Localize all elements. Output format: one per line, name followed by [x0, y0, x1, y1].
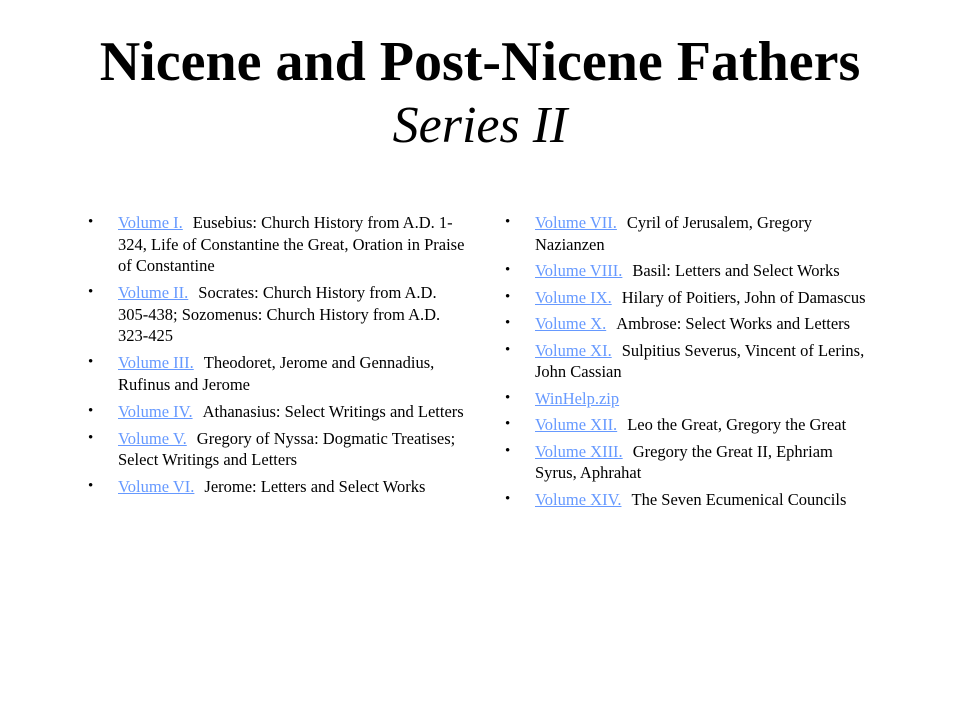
volume-description: The Seven Ecumenical Councils [631, 489, 847, 509]
list-item [505, 260, 875, 282]
volume-link[interactable]: Volume XIV. [535, 489, 622, 509]
volume-link[interactable]: Volume XIII. [535, 441, 623, 461]
right-volume-list [505, 212, 875, 515]
list-item [505, 441, 875, 484]
volume-description: Leo the Great, Gregory the Great [627, 415, 847, 434]
volume-link[interactable]: Volume VIII. [535, 261, 623, 280]
volume-link[interactable]: Volume XII. [535, 415, 618, 434]
volume-description: Gregory of Nyssa: Dogmatic Treatises; Select Writings and Letters [118, 428, 456, 469]
bullet-icon: • [505, 442, 511, 459]
volume-link[interactable]: Volume XI. [535, 340, 612, 360]
title-main: Nicene and Post-Nicene Fathers [99, 31, 861, 93]
volume-link[interactable]: Volume I. [118, 213, 183, 232]
list-item [505, 414, 875, 436]
list-item [505, 313, 875, 335]
bullet-icon: • [88, 284, 94, 300]
list-item [505, 212, 875, 255]
list-item [505, 287, 875, 309]
list-item [505, 340, 875, 383]
bullet-icon: • [505, 341, 511, 358]
bullet-icon: • [88, 429, 94, 446]
volume-link[interactable]: Volume X. [535, 314, 607, 333]
volume-link[interactable]: Volume II. [118, 283, 189, 302]
bullet-icon: • [505, 262, 511, 278]
volume-description: Theodoret, Jerome and Gennadius, Rufinus and Jerome [118, 353, 435, 394]
volume-link[interactable]: Volume III. [118, 353, 194, 372]
volume-description: Eusebius: Church History from A.D. 1-324, Life of Constantine the Great, Oration in Praise of Constantine [118, 213, 465, 275]
left-volume-list [88, 212, 468, 503]
bullet-icon: • [88, 402, 94, 419]
volume-description: Athanasius: Select Writings and Letters [202, 401, 464, 421]
bullet-icon: • [505, 490, 511, 507]
volume-description: Socrates: Church History from A.D. 305-438; Sozomenus: Church History from A.D. 323-425 [118, 283, 441, 345]
volume-link[interactable]: Volume VI. [118, 477, 195, 496]
bullet-icon: • [505, 315, 511, 331]
volume-link[interactable]: Volume VII. [535, 213, 617, 232]
page-title [0, 30, 960, 158]
volume-description: Sulpitius Severus, Vincent of Lerins, John Cassian [535, 340, 865, 381]
volume-link[interactable]: Volume IV. [118, 401, 193, 421]
volume-description: Cyril of Jerusalem, Gregory Nazianzen [535, 213, 813, 254]
list-item [88, 352, 468, 395]
volume-link[interactable]: Volume IX. [535, 287, 612, 307]
list-item [88, 212, 468, 277]
volume-description: Ambrose: Select Works and Letters [616, 314, 851, 333]
bullet-icon: • [505, 416, 511, 432]
volume-description: Gregory the Great II, Ephriam Syrus, Aphrahat [535, 441, 833, 482]
list-item [505, 489, 875, 511]
bullet-icon: • [88, 354, 94, 370]
bullet-icon: • [505, 214, 511, 230]
list-item [88, 401, 468, 423]
winhelp-download-link[interactable]: WinHelp.zip [535, 388, 620, 408]
volume-link[interactable]: Volume V. [118, 428, 187, 448]
title-subtitle: Series II [392, 97, 568, 154]
volume-description: Jerome: Letters and Select Works [204, 477, 426, 496]
volume-description: Hilary of Poitiers, John of Damascus [621, 287, 866, 307]
list-item [88, 428, 468, 471]
bullet-icon: • [88, 478, 94, 494]
list-item [88, 476, 468, 498]
volume-description: Basil: Letters and Select Works [632, 261, 840, 280]
bullet-icon: • [88, 214, 94, 230]
bullet-icon: • [505, 389, 511, 406]
list-item [505, 388, 875, 410]
bullet-icon: • [505, 288, 511, 305]
list-item [88, 282, 468, 347]
